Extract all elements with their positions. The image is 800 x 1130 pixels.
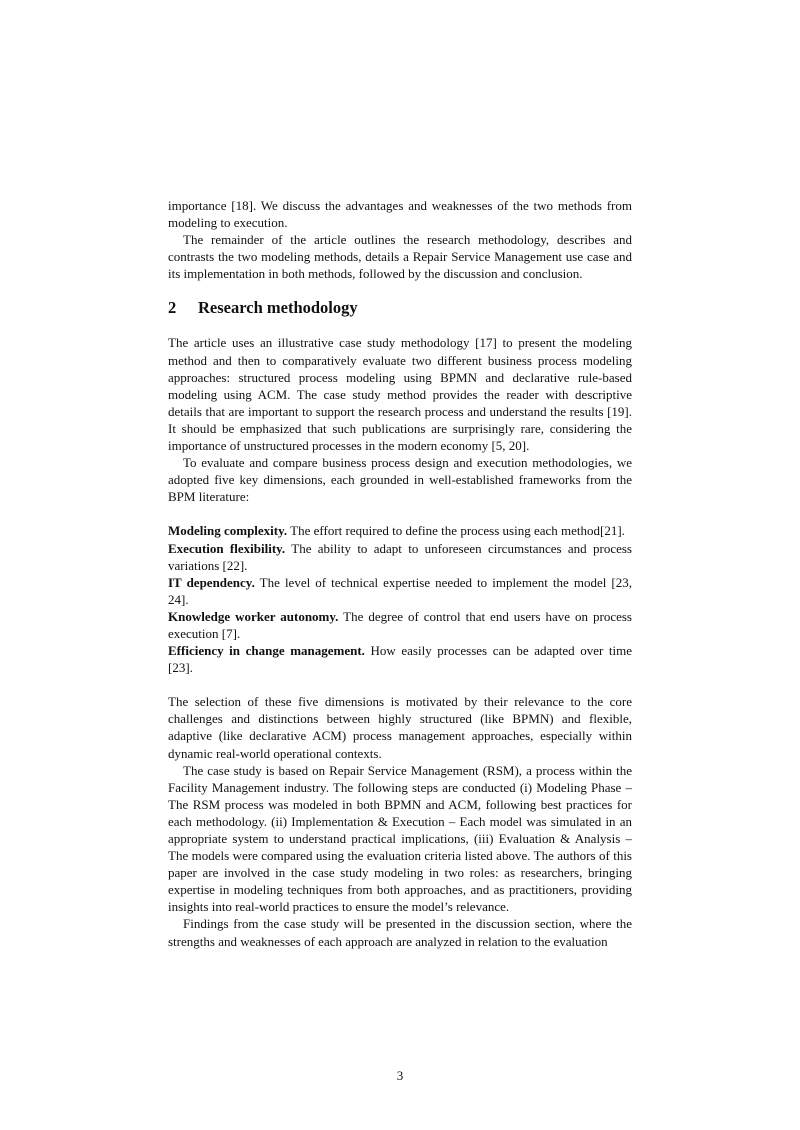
spacer [168, 505, 632, 522]
dimension-description: The ability to adapt to unforeseen circumstances and process variations [22]. [168, 540, 632, 573]
paragraph-dimension-motivation: The selection of these five dimensions is motivated by their relevance to the core challenges and distinctions between highly structured (like BPMN) and flexible, adaptive (like declarative ACM) process management approaches, especially within dynamic real-world operational contexts. [168, 694, 632, 761]
paragraph-outline: The remainder of the article outlines the research methodology, describes and contrasts the two modeling methods, details a Repair Service Management use case and its implementation in both methods, followed by the discussion and conclusion. [168, 232, 632, 282]
section-number: 2 [168, 298, 177, 318]
spacer [168, 282, 632, 298]
dimension-term: IT dependency. [168, 574, 255, 590]
dimension-item [168, 642, 632, 676]
dimension-description: The level of technical expertise needed to implement the model [23, 24]. [168, 574, 632, 607]
dimension-term: Efficiency in change management. [168, 643, 365, 659]
dimension-item [168, 608, 632, 642]
paragraph-case-study: The case study is based on Repair Service Management (RSM), a process within the Facility Management industry. The following steps are conducted (i) Modeling Phase – The RSM process was modeled in both BPMN and ACM, following best practices for each methodology. (ii) Implementation & Execution – Each model was simulated in an appropriate system to understand practical implications, (iii) Evaluation & Analysis – The models were compared using the evaluation criteria listed above. The authors of this paper are involved in the case study modeling in two roles: as researchers, bringing expertise in modeling techniques from both approaches, and as practitioners, providing insights into real-world practices to ensure the model’s relevance. [168, 762, 632, 915]
paragraph-dimensions-intro: To evaluate and compare business process design and execution methodologies, we adopted five key dimensions, each grounded in well-established frameworks from the BPM literature: [168, 455, 632, 505]
dimension-term: Knowledge worker autonomy. [168, 608, 339, 624]
dimension-item [168, 540, 632, 574]
dimension-term: Execution flexibility. [168, 540, 286, 556]
dimension-description: The effort required to define the process using each method[21]. [287, 523, 625, 539]
page-body [168, 197, 632, 950]
section-heading [168, 298, 632, 318]
paragraph-methodology: The article uses an illustrative case study methodology [17] to present the modeling method and then to comparatively evaluate two different business process modeling approaches: structured process modeling using BPMN and declarative rule-based modeling using ACM. The case study method provides the reader with descriptive details that are important to support the research process and understand the results [19]. It should be emphasized that such publications are surprisingly rare, considering the importance of unstructured processes in the modern economy [5, 20]. [168, 335, 632, 454]
dimension-item [168, 522, 632, 539]
spacer [168, 676, 632, 693]
paragraph-intro-end: importance [18]. We discuss the advantages and weaknesses of the two methods from modeling to execution. [168, 198, 632, 231]
dimension-term: Modeling complexity. [168, 523, 288, 539]
section-title: Research methodology [198, 298, 358, 318]
page-number: 3 [396, 1068, 404, 1083]
paragraph-findings: Findings from the case study will be presented in the discussion section, where the strengths and weaknesses of each approach are analyzed in relation to the evaluation [168, 916, 632, 949]
dimension-item [168, 574, 632, 608]
dimension-description: How easily processes can be adapted over time [23]. [168, 643, 632, 676]
dimension-list [168, 522, 632, 676]
dimension-description: The degree of control that end users have on process execution [7]. [168, 608, 632, 641]
